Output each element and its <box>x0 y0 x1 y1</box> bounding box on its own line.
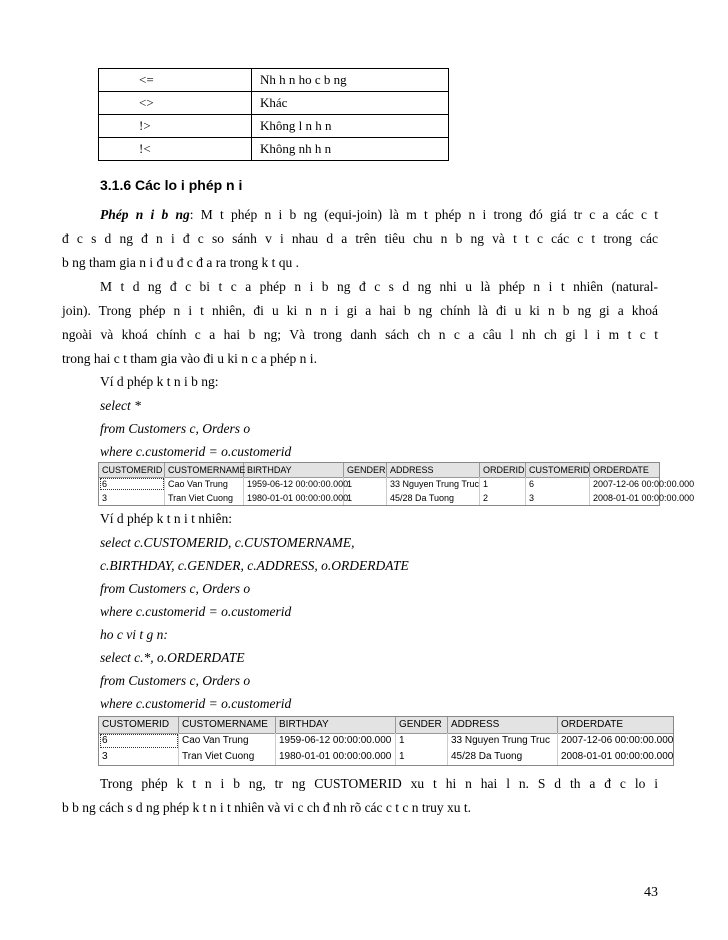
table-row <box>99 69 449 92</box>
example-intro: Ví d phép k t n i t nhiên: <box>100 511 232 526</box>
column-header: ADDRESS <box>448 717 558 733</box>
operator-desc-cell: Khác <box>252 92 449 115</box>
page-number: 43 <box>644 885 658 900</box>
paragraph-line: b ng tham gia n i đ u đ c đ a ra trong k t qu . <box>62 255 299 270</box>
result-cell[interactable]: 1980-01-01 00:00:00.000 <box>244 491 344 505</box>
result-cell[interactable]: 3 <box>526 491 590 505</box>
result-cell[interactable]: 3 <box>99 749 179 765</box>
result-cell[interactable]: Tran Viet Cuong <box>179 749 276 765</box>
result-cell[interactable]: 1 <box>396 733 448 749</box>
paragraph-line <box>100 206 658 224</box>
result-cell[interactable]: 2 <box>480 491 526 505</box>
code-line: ho c vi t g n: <box>100 627 168 642</box>
example-intro: Ví d phép k t n i b ng: <box>100 374 219 389</box>
table-row <box>99 115 449 138</box>
code-line: from Customers c, Orders o <box>100 421 251 436</box>
result-cell[interactable]: 1980-01-01 00:00:00.000 <box>276 749 396 765</box>
result-row <box>99 491 695 505</box>
operator-desc-cell: Không l n h n <box>252 115 449 138</box>
result-grid-equi-join <box>98 462 695 506</box>
result-cell[interactable]: 1 <box>480 477 526 491</box>
result-cell[interactable]: 1959-06-12 00:00:00.000 <box>276 733 396 749</box>
code-line: from Customers c, Orders o <box>100 581 251 596</box>
result-header-row <box>99 463 659 478</box>
column-header: ADDRESS <box>387 463 480 477</box>
operator-cell: <= <box>99 69 252 92</box>
term-equi-join: Phép n i b ng <box>100 207 190 222</box>
code-line: select c.CUSTOMERID, c.CUSTOMERNAME, <box>100 535 355 550</box>
result-header-row <box>99 717 673 734</box>
code-line: select * <box>100 398 141 413</box>
paragraph-line: Trong phép k t n i b ng, tr ng CUSTOMERID xu t hi n hai l n. S d th a đ c lo i <box>100 776 658 791</box>
paragraph-line: join). Trong phép n i t nhiên, đi u ki n n i gi a hai b ng chính là đi u ki n b ng gi a khoá <box>62 303 658 318</box>
column-header: ORDERID <box>480 463 526 477</box>
result-cell[interactable]: Tran Viet Cuong <box>165 491 244 505</box>
column-header: GENDER <box>396 717 448 733</box>
paragraph-line: M t d ng đ c bi t c a phép n i b ng đ c s d ng nhi u là phép n i t nhiên (natural- <box>100 279 658 294</box>
result-row <box>99 749 673 765</box>
result-cell[interactable]: 2007-12-06 00:00:00.000 <box>561 735 674 746</box>
operator-cell: !> <box>99 115 252 138</box>
result-cell[interactable]: 45/28 Da Tuong <box>448 749 558 765</box>
result-cell[interactable]: 33 Nguyen Trung Truc <box>387 477 480 491</box>
column-header: CUSTOMERID <box>526 463 590 477</box>
operator-desc-cell: Nh h n ho c b ng <box>252 69 449 92</box>
result-cell[interactable]: 2008-01-01 00:00:00.000 <box>593 493 695 503</box>
result-cell[interactable]: 45/28 Da Tuong <box>387 491 480 505</box>
result-cell[interactable]: 2008-01-01 00:00:00.000 <box>561 751 674 762</box>
column-header: CUSTOMERNAME <box>165 463 244 477</box>
column-header: ORDERDATE <box>561 719 624 730</box>
column-header: CUSTOMERNAME <box>179 717 276 733</box>
column-header: BIRTHDAY <box>276 717 396 733</box>
column-header: CUSTOMERID <box>99 463 165 477</box>
result-cell[interactable]: Cao Van Trung <box>165 477 244 491</box>
result-cell[interactable]: 1 <box>396 749 448 765</box>
result-row <box>99 477 695 491</box>
column-header: BIRTHDAY <box>244 463 344 477</box>
result-cell[interactable]: 1959-06-12 00:00:00.000 <box>244 477 344 491</box>
column-header: CUSTOMERID <box>99 717 179 733</box>
paragraph-line: b b ng cách s d ng phép k t n i t nhiên và vi c ch đ nh rõ các c t c n truy xu t. <box>62 800 472 815</box>
code-line: c.BIRTHDAY, c.GENDER, c.ADDRESS, o.ORDERDATE <box>100 558 409 573</box>
paragraph-line: đ c s d ng đ n i đ c so sánh v i nhau d a trên tiêu chu n b ng và t t c các c t trong các <box>62 231 658 246</box>
result-cell[interactable]: 2007-12-06 00:00:00.000 <box>593 479 695 489</box>
operator-table <box>98 68 449 161</box>
column-header: ORDERDATE <box>593 465 649 475</box>
code-line: where c.customerid = o.customerid <box>100 444 292 459</box>
operator-desc-cell: Không nh h n <box>252 138 449 161</box>
result-cell[interactable]: 6 <box>99 733 179 749</box>
result-cell[interactable]: 6 <box>99 477 165 491</box>
result-cell[interactable]: 33 Nguyen Trung Truc <box>448 733 558 749</box>
result-cell[interactable]: 1 <box>344 477 387 491</box>
code-line: where c.customerid = o.customerid <box>100 696 292 711</box>
paragraph-line: ngoài và khoá chính c a hai b ng; Và trong danh sách ch n c a câu l nh ch gi l i m t c t <box>62 327 658 342</box>
column-header: GENDER <box>344 463 387 477</box>
result-cell[interactable]: 1 <box>344 491 387 505</box>
operator-cell: <> <box>99 92 252 115</box>
result-cell[interactable]: 6 <box>526 477 590 491</box>
result-cell[interactable]: 3 <box>99 491 165 505</box>
code-line: where c.customerid = o.customerid <box>100 604 292 619</box>
result-grid-natural-join <box>98 716 674 766</box>
result-cell[interactable]: Cao Van Trung <box>179 733 276 749</box>
code-line: from Customers c, Orders o <box>100 673 251 688</box>
table-row <box>99 138 449 161</box>
paragraph-text: : M t phép n i b ng (equi-join) là m t phép n i trong đó giá tr c a các c t <box>189 207 659 222</box>
table-row <box>99 92 449 115</box>
paragraph-line: trong hai c t tham gia vào đi u ki n c a phép n i. <box>62 351 317 366</box>
operator-cell: !< <box>99 138 252 161</box>
section-heading: 3.1.6 Các lo i phép n i <box>100 177 243 193</box>
result-row <box>99 733 673 749</box>
code-line: select c.*, o.ORDERDATE <box>100 650 245 665</box>
